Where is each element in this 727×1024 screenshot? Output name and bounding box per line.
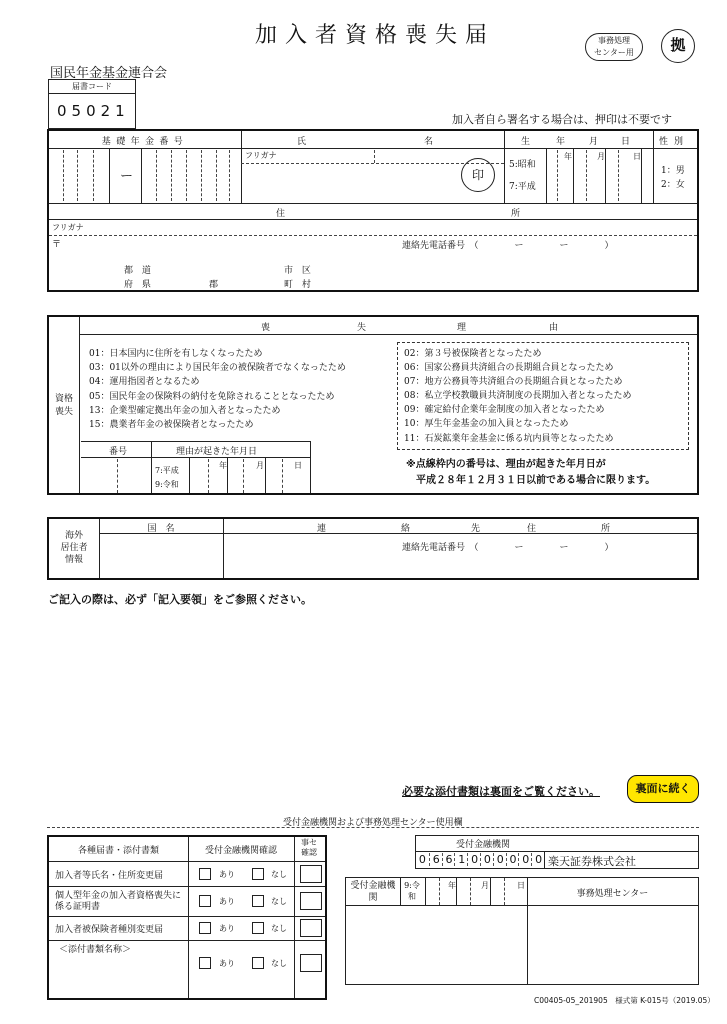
row3-no-checkbox[interactable] [252,922,264,934]
doc-row-1: 加入者等氏名・住所変更届 [55,871,164,881]
dashed-box-note-1: ※点線枠内の番号は、理由が起きた年月日が [406,459,606,470]
office-use-line2: センター用 [594,48,634,57]
loss-side-label [51,393,77,419]
overseas-side-label [51,530,97,566]
reason-06: 06：国家公務員共済組合の長期組合員となったため [404,363,614,374]
name-furigana-label: フリガナ [245,151,277,160]
address-furigana-label: フリガナ [52,223,84,232]
reason-09: 09：確定給付企業年金制度の加入者となったため [404,405,605,416]
reason-day-label: 日 [294,461,302,470]
col-confirm-header: 受付金融機関確認 [204,846,277,856]
loss-section [47,315,699,495]
contact-header-3: 先 [471,524,481,534]
recv-day-label: 日 [517,881,525,890]
instruction-notice: ご記入の際は、必ず「記入要領」をご参照ください。 [48,593,312,606]
form-code-box [48,79,136,129]
address-shiku: 市 区 [284,266,314,276]
row2-yes-checkbox[interactable] [199,895,211,907]
form-code-label: 届書コード [72,82,112,91]
doc-row-2: 個人型年金の加入者資格喪失に係る証明書 [55,891,182,912]
contact-header-2: 絡 [401,524,411,534]
reason-number-label: 番号 [109,447,128,457]
bank-code-digit: 0 [518,853,532,866]
birth-era-showa: 5:昭和 [509,160,536,170]
reasons-right-dashed-box [397,342,689,450]
form-title: 加入者資格喪失届 [255,23,496,48]
row2-no-checkbox[interactable] [252,895,264,907]
reason-01: 01：日本国内に住所を有しなくなったため [89,349,263,359]
row1-no-checkbox[interactable] [252,868,264,880]
reason-10: 10：厚生年金基金の加入員となったため [404,419,569,430]
overseas-side-label-1: 海外 [64,531,83,541]
recv-era-reiwa: 9:令和 [404,881,420,901]
reason-date-table [81,441,311,493]
bank-code-digit: 0 [531,853,545,866]
reason-year-label: 年 [219,461,227,470]
reason-07: 07：地方公務員等共済組合の長期組合員となったため [404,377,623,388]
loss-side-label-2: 喪失 [54,407,73,417]
organization-name: 国民年金基金連合会 [50,66,168,81]
office-use-badge [585,33,643,61]
name-header-1: 氏 [297,137,307,147]
address-todo: 都 道 [124,266,154,276]
loss-side-label-1: 資格 [54,394,73,404]
address-gun: 郡 [209,280,219,290]
overseas-side-label-2: 居住者 [60,543,88,553]
pension-number-dash: ー [120,169,134,184]
dashed-box-note-2: 平成２８年１２月３１日以前である場合に限ります。 [416,475,656,486]
reason-05: 05：国民年金の保険料の納付を免除されることとなったため [89,391,335,402]
row3-yes-label: あり [219,924,235,933]
sex-female: 2：女 [661,180,685,190]
col-docs-header: 各種届書・添付書類 [77,846,159,856]
office-use-line1: 事務処理 [598,36,630,45]
address-phone-label: 連絡先電話番号 （ ー ー ） [402,241,614,251]
bank-code-digit: 0 [418,853,426,866]
row2-yes-label: あり [219,897,235,906]
reason-11: 11：石炭鉱業年金基金に係る坑内員等となったため [404,433,614,444]
reason-header-2: 失 [357,323,367,333]
recv-bank-label: 受付金融機関 [350,881,396,903]
row1-office-box[interactable] [300,865,322,883]
contact-header-1: 連 [317,524,327,534]
country-header: 国 名 [147,524,175,534]
reason-era-reiwa: 9:令和 [155,480,179,489]
row1-yes-checkbox[interactable] [199,868,211,880]
postal-mark: 〒 [52,240,62,250]
reason-month-label: 月 [256,461,264,470]
sex-male: 1：男 [661,166,685,176]
row4-yes-label: あり [219,959,235,968]
recv-year-label: 年 [448,881,456,890]
row3-no-label: なし [271,924,287,933]
section-title-usage: 受付金融機関および事務処理センター使用欄 [283,818,463,828]
doc-row-3: 加入者被保険者種別変更届 [55,925,164,935]
row4-office-box[interactable] [300,954,322,972]
reason-08: 08：私立学校教職員共済制度の長期加入者となったため [404,391,632,402]
birth-month-label: 月 [597,152,605,161]
bank-code-digit: 0 [493,853,507,866]
birth-header-2: 年 [556,137,566,147]
reason-15: 15：農業者年金の被保険者となったため [89,420,254,431]
address-header-1: 住 [276,209,286,219]
row3-yes-checkbox[interactable] [199,922,211,934]
address-header-2: 所 [511,209,521,219]
form-footer-code: C00405-05_201905 様式第 K-015号（2019.05） [534,996,715,1005]
bank-code-digit: 0 [480,853,494,866]
birth-year-label: 年 [564,152,572,161]
reason-header-1: 喪 [261,323,271,333]
birth-day-label: 日 [633,152,641,161]
col-office-header: 事セ確認 [301,838,317,857]
continue-on-back-badge: 裏面に続く [627,775,699,803]
bank-code-digit: 6 [442,853,456,866]
bank-code-digit: 0 [506,853,520,866]
overseas-side-label-3: 情報 [64,555,83,565]
reason-04: 04：運用指図者となるため [89,377,200,388]
recv-month-label: 月 [481,881,489,890]
bank-code-digit: 1 [454,853,468,866]
contact-header-4: 住 [527,524,537,534]
name-header-2: 名 [424,137,434,147]
reception-bank-box [415,835,699,869]
overseas-section [47,517,699,580]
birth-era-heisei: 7:平成 [509,182,536,192]
doc-row-4: ＜添付書類名称＞ [59,945,132,955]
row4-yes-checkbox[interactable] [199,957,211,969]
overseas-phone-label: 連絡先電話番号 （ ー ー ） [402,543,614,553]
bank-code-digit: 0 [467,853,481,866]
reason-header-4: 由 [549,323,559,333]
birth-header-3: 月 [589,137,599,147]
address-chouson: 町 村 [284,280,314,290]
self-sign-note: 加入者自ら署名する場合は、押印は不要です [452,113,672,126]
row1-yes-label: あり [219,870,235,879]
attachments-table [47,835,327,1000]
stamp-circle: 拠 [661,29,695,63]
row1-no-label: なし [271,870,287,879]
reason-03: 03：01以外の理由により国民年金の被保険者でなくなったため [89,363,346,374]
reason-02: 02：第３号被保険者となったため [404,349,542,359]
reason-header-3: 理 [457,323,467,333]
bank-code-digit: 6 [429,853,443,866]
birth-header-1: 生 [521,137,531,147]
see-back-note: 必要な添付書類は裏面をご覧ください。 [402,785,600,798]
reception-date-box [345,877,699,985]
reason-date-label: 理由が起きた年月日 [176,447,258,457]
reasons-left-list [89,347,346,432]
applicant-section [47,129,699,292]
reason-era-heisei: 7:平成 [155,466,179,475]
contact-header-5: 所 [601,524,611,534]
reception-header-1: 受付金融機関 [456,840,511,850]
seal-circle: 印 [461,158,495,192]
row4-no-label: なし [271,959,287,968]
birth-header-4: 日 [621,137,631,147]
address-fuken: 府 県 [124,280,154,290]
form-code-value: 05021 [57,102,130,120]
office-center-label: 事務処理センター [576,889,649,899]
pension-number-header: 基礎年金番号 [101,137,189,147]
bank-name: 楽天証券株式会社 [548,855,636,868]
reason-13: 13：企業型確定拠出年金の加入者となったため [89,405,281,416]
row2-no-label: なし [271,897,287,906]
row4-no-checkbox[interactable] [252,957,264,969]
row2-office-box[interactable] [300,892,322,910]
sex-header: 性別 [659,137,690,147]
row3-office-box[interactable] [300,919,322,937]
